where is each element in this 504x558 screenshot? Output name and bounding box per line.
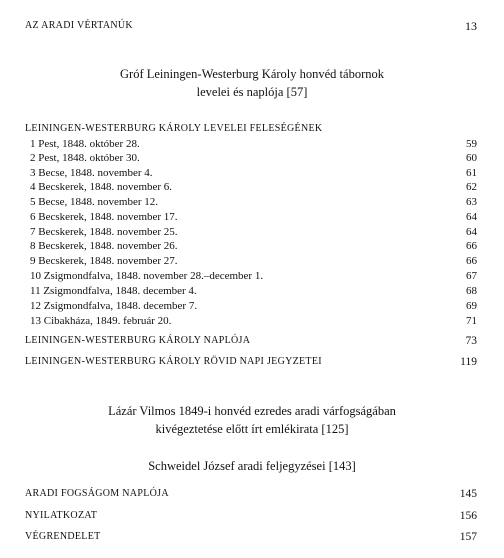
toc-entry[interactable] bbox=[0, 531, 504, 545]
toc-entry-page: 62 bbox=[466, 181, 477, 193]
toc-entry[interactable] bbox=[0, 300, 504, 314]
toc-entry-label: 3 Becse, 1848. november 4. bbox=[30, 167, 153, 179]
toc-entry-label: LEININGEN-WESTERBURG KÁROLY NAPLÓJA bbox=[25, 335, 251, 346]
chapter-title-line: Lázár Vilmos 1849-i honvéd ezredes aradi várfogságában bbox=[108, 404, 396, 418]
toc-entry-page: 68 bbox=[466, 285, 477, 297]
toc-entry-page: 64 bbox=[466, 211, 477, 223]
toc-entry-page: 119 bbox=[460, 356, 477, 368]
toc-entry-label: 1 Pest, 1848. október 28. bbox=[30, 138, 140, 150]
toc-entry[interactable] bbox=[0, 226, 504, 240]
toc-entry-label: 4 Becskerek, 1848. november 6. bbox=[30, 181, 173, 193]
toc-entry-page: 59 bbox=[466, 138, 477, 150]
toc-entry-page: 60 bbox=[466, 152, 477, 164]
toc-entry[interactable] bbox=[0, 270, 504, 284]
toc-entry-label: 7 Becskerek, 1848. november 25. bbox=[30, 226, 178, 238]
toc-entry[interactable] bbox=[0, 138, 504, 152]
toc-entry-label: LEININGEN-WESTERBURG KÁROLY RÖVID NAPI JEGYZETEI bbox=[25, 356, 322, 367]
toc-entry-label: VÉGRENDELET bbox=[25, 531, 101, 542]
toc-entry[interactable] bbox=[0, 510, 504, 524]
toc-entry-label: NYILATKOZAT bbox=[25, 510, 98, 521]
toc-entry[interactable] bbox=[0, 255, 504, 269]
toc-entry-label: 11 Zsigmondfalva, 1848. december 4. bbox=[30, 285, 197, 297]
toc-entry[interactable] bbox=[0, 240, 504, 254]
chapter-title-line: kivégeztetése előtt írt emlékirata [125] bbox=[155, 422, 349, 436]
toc-entry[interactable] bbox=[0, 315, 504, 329]
toc-entry-page: 69 bbox=[466, 300, 477, 312]
toc-entry-jegyzetei[interactable] bbox=[0, 356, 504, 370]
toc-entry-page: 63 bbox=[466, 196, 477, 208]
toc-entry-page: 156 bbox=[459, 510, 477, 522]
chapter-title-schweidel: Schweidel József aradi feljegyzései [143] bbox=[148, 459, 356, 473]
toc-entry-label: 8 Becskerek, 1848. november 26. bbox=[30, 240, 178, 252]
toc-entry-page: 66 bbox=[466, 240, 477, 252]
toc-entry-label: 10 Zsigmondfalva, 1848. november 28.–december 1. bbox=[30, 270, 264, 282]
toc-entry-page: 64 bbox=[466, 226, 477, 238]
toc-entry-label: 12 Zsigmondfalva, 1848. december 7. bbox=[30, 300, 198, 312]
toc-entry-page: 67 bbox=[466, 270, 477, 282]
toc-entry-label: 5 Becse, 1848. november 12. bbox=[30, 196, 158, 208]
toc-entry[interactable] bbox=[0, 181, 504, 195]
toc-entry-label: 13 Cibakháza, 1849. február 20. bbox=[30, 315, 172, 327]
toc-entry-label: 9 Becskerek, 1848. november 27. bbox=[30, 255, 178, 267]
toc-entry[interactable] bbox=[0, 488, 504, 502]
toc-entry[interactable] bbox=[0, 285, 504, 299]
page-number: 13 bbox=[465, 19, 477, 33]
toc-entry-label: ARADI FOGSÁGOM NAPLÓJA bbox=[25, 488, 169, 499]
section-heading-letters: LEININGEN-WESTERBURG KÁROLY LEVELEI FELESÉGÉNEK bbox=[25, 123, 323, 134]
toc-entry-naplo[interactable] bbox=[0, 335, 504, 349]
chapter-title-line: levelei és naplója [57] bbox=[196, 85, 308, 99]
toc-entry[interactable] bbox=[0, 167, 504, 181]
toc-entry-page: 66 bbox=[466, 255, 477, 267]
toc-entry-page: 61 bbox=[466, 167, 477, 179]
running-title: AZ ARADI VÉRTANÚK bbox=[25, 20, 133, 31]
toc-entry-page: 71 bbox=[466, 315, 477, 327]
toc-entry[interactable] bbox=[0, 211, 504, 225]
chapter-title-line: Gróf Leiningen-Westerburg Károly honvéd tábornok bbox=[120, 67, 384, 81]
chapter-title-lazar bbox=[0, 402, 504, 438]
toc-entry-label: 2 Pest, 1848. október 30. bbox=[30, 152, 140, 164]
toc-entry-page: 73 bbox=[465, 335, 477, 347]
toc-entry-page: 145 bbox=[459, 488, 477, 500]
toc-entry[interactable] bbox=[0, 152, 504, 166]
toc-entry-page: 157 bbox=[459, 531, 477, 543]
toc-entry-label: 6 Becskerek, 1848. november 17. bbox=[30, 211, 178, 223]
chapter-title-leiningen bbox=[0, 65, 504, 101]
toc-entry[interactable] bbox=[0, 196, 504, 210]
